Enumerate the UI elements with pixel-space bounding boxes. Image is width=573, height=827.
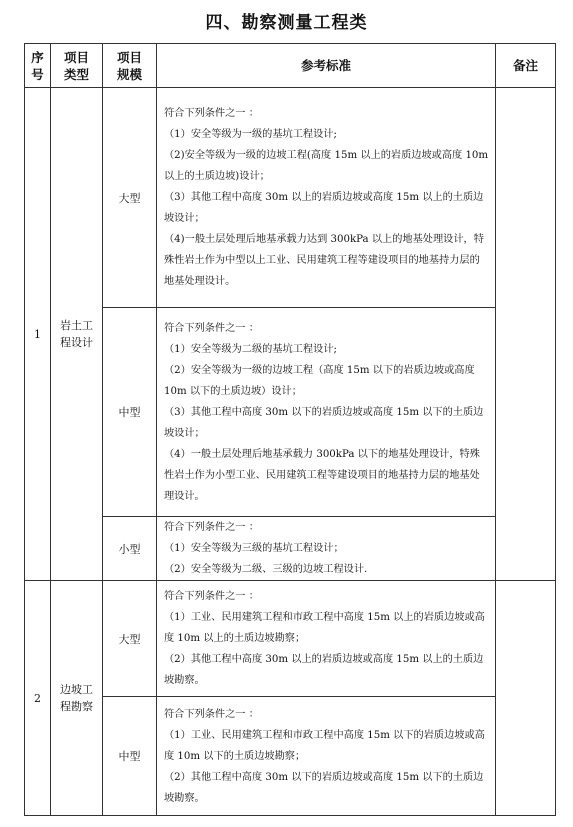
header-type: 项目类型 xyxy=(51,44,103,88)
header-row xyxy=(25,44,556,88)
standard-line: （4)一般土层处理后地基承载力达到 300kPa 以上的地基处理设计，特殊性岩土作为中型以上工业、民用建筑工程等建设项目的地基持力层的地基处理设计。 xyxy=(164,234,484,287)
standard-cell xyxy=(157,308,496,517)
standard-cell xyxy=(157,88,496,308)
standard-line: 符合下列条件之一 ： xyxy=(164,322,259,334)
project-scale: 中型 xyxy=(103,308,157,517)
standard-line: （4）一般土层处理后地基承载力 300kPa 以下的地基处理设计，特殊性岩土作为小型工业、民用建筑工程等建设项目的地基持力层的地基处理设计。 xyxy=(164,448,480,502)
project-scale: 中型 xyxy=(103,697,157,816)
standard-line: （1）工业、民用建筑工程和市政工程中高度 15m 以上的岩质边坡或高度 10m 以上的土质边坡勘察； xyxy=(164,612,485,644)
note-cell xyxy=(496,88,556,581)
row-number: 1 xyxy=(25,88,51,581)
standard-line: 符合下列条件之一 ： xyxy=(164,108,259,119)
header-no: 序号 xyxy=(25,44,51,88)
project-scale: 大型 xyxy=(103,581,157,697)
standard-line: （1）工业、民用建筑工程和市政工程中高度 15m 以下的岩质边坡或高度 10m 以下的土质边坡勘察； xyxy=(164,729,485,762)
row-number: 2 xyxy=(25,581,51,816)
standard-line: （2）安全等级为一级的边坡工程（高度 15m 以下的岩质边坡或高度 10m 以下的土质边坡）设计； xyxy=(164,364,475,397)
standard-line: （2)安全等级为一级的边坡工程(高度 15m 以上的岩质边坡或高度 10m 以上的土质边坡)设计； xyxy=(164,150,489,182)
standard-line: （3）其他工程中高度 30m 以下的岩质边坡或高度 15m 以下的土质边坡设计； xyxy=(164,406,484,439)
table-row xyxy=(25,697,556,816)
table-row xyxy=(25,581,556,697)
header-standard: 参考标准 xyxy=(157,44,496,88)
project-type: 边坡工程勘察 xyxy=(51,581,103,816)
standard-cell xyxy=(157,581,496,697)
standard-line: （1）安全等级为三级的基坑工程设计； xyxy=(164,543,344,554)
project-scale: 小型 xyxy=(103,517,157,581)
note-cell xyxy=(496,581,556,816)
standard-line: （2）其他工程中高度 30m 以下的岩质边坡或高度 15m 以下的土质边坡勘察。 xyxy=(164,771,484,804)
table-row xyxy=(25,88,556,308)
standard-cell xyxy=(157,517,496,581)
page-title: 四、勘察测量工程类 xyxy=(205,13,368,33)
standard-line: （2）其他工程中高度 30m 以上的岩质边坡或高度 15m 以上的土质边坡勘察。 xyxy=(164,654,484,686)
standard-line: 符合下列条件之一 ： xyxy=(164,522,259,533)
standards-table xyxy=(24,43,556,816)
standard-line: （2）安全等级为二级、三级的边坡工程设计. xyxy=(164,564,368,575)
header-scale: 项目规模 xyxy=(103,44,157,88)
standard-line: （1）安全等级为二级的基坑工程设计; xyxy=(164,343,337,355)
header-note: 备注 xyxy=(496,44,556,88)
standard-line: 符合下列条件之一 ： xyxy=(164,708,259,720)
project-scale: 大型 xyxy=(103,88,157,308)
standard-cell xyxy=(157,697,496,816)
standard-line: 符合下列条件之一 ： xyxy=(164,591,259,602)
table-row xyxy=(25,308,556,517)
standard-line: （3）其他工程中高度 30m 以上的岩质边坡或高度 15m 以上的土质边坡设计； xyxy=(164,192,484,224)
table-row xyxy=(25,517,556,581)
project-type: 岩土工程设计 xyxy=(51,88,103,581)
standard-line: （1）安全等级为一级的基坑工程设计; xyxy=(164,129,337,140)
